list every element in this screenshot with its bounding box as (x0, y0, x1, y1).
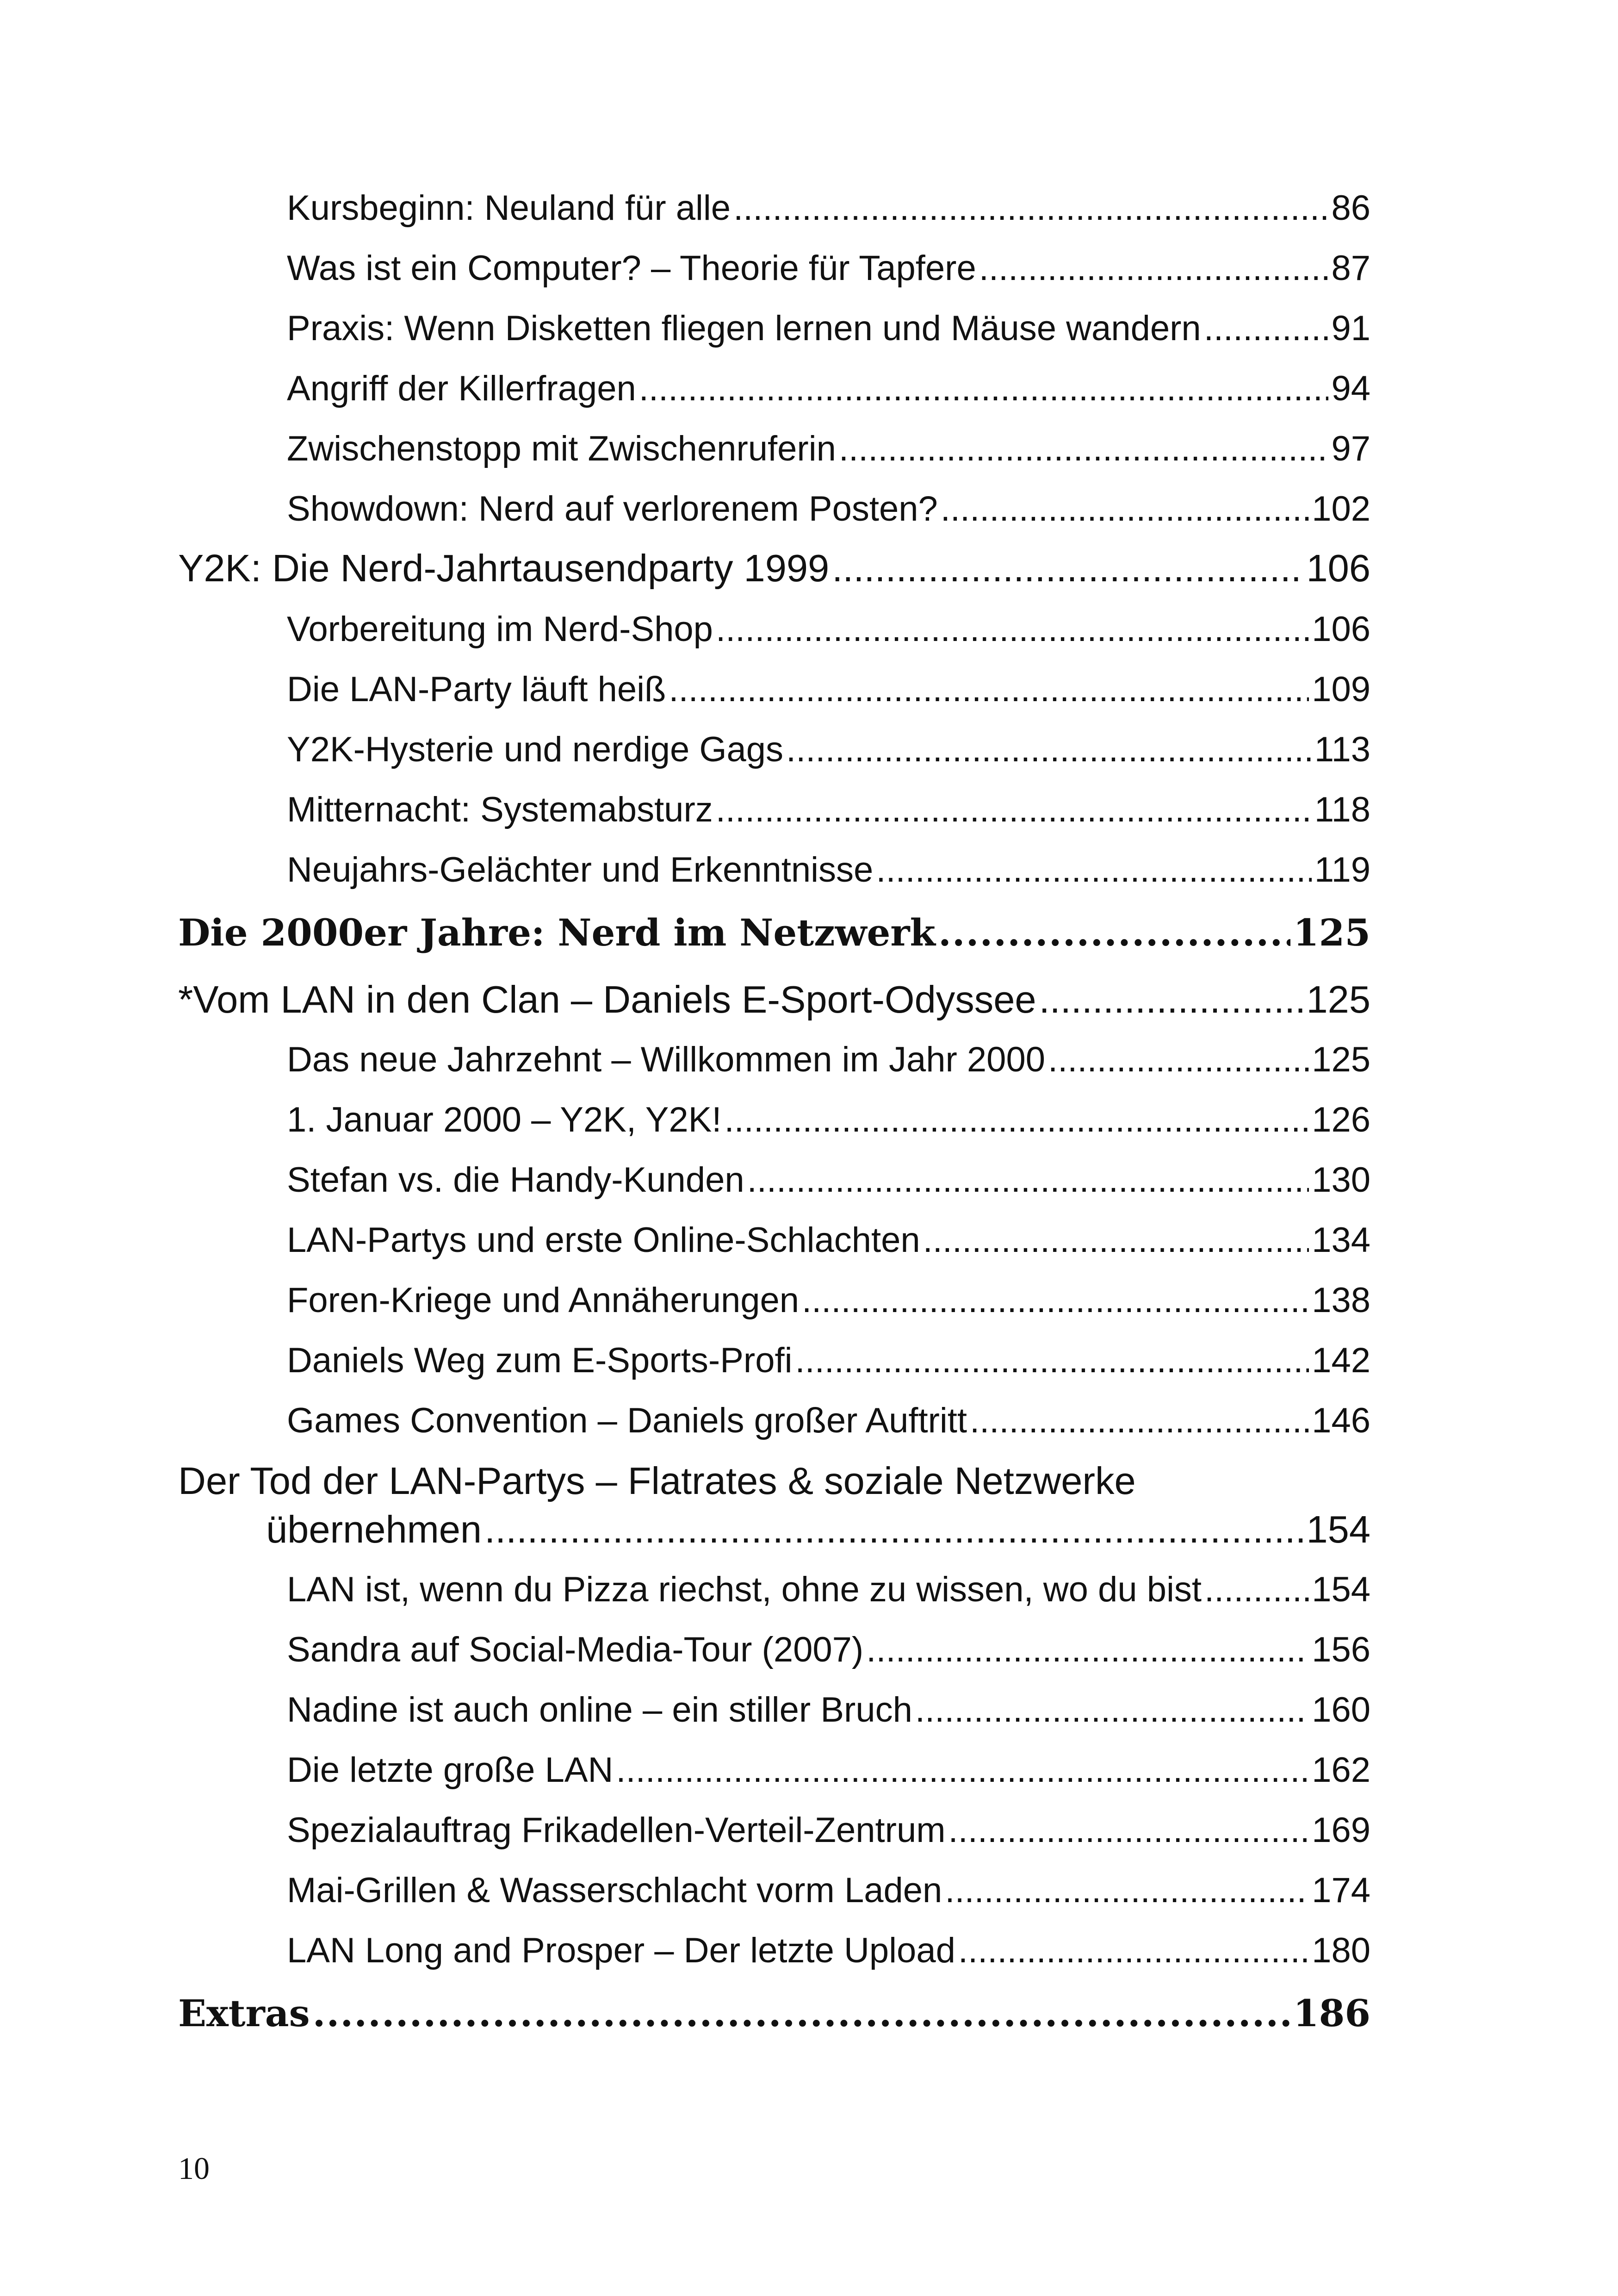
toc-entry (287, 1687, 1370, 1733)
page-number: 10 (178, 2151, 210, 2186)
toc-entry-page: 156 (1312, 1630, 1370, 1669)
dot-leader (915, 1687, 1309, 1733)
toc-entry-page: 86 (1331, 188, 1370, 228)
toc-entry-page: 102 (1312, 489, 1370, 529)
dot-leader (795, 1338, 1309, 1384)
toc-entry-title: Foren-Kriege und Annäherungen (287, 1281, 800, 1320)
toc-entry-title: Was ist ein Computer? – Theorie für Tapfere (287, 249, 976, 288)
dot-leader (786, 727, 1312, 773)
dot-leader (941, 486, 1309, 532)
toc-entry-page: 186 (1293, 1991, 1370, 2035)
toc-entry-page: 109 (1312, 670, 1370, 709)
toc-chapter (178, 905, 1370, 960)
dot-leader (923, 1217, 1309, 1263)
toc-entry (287, 787, 1370, 833)
dot-leader (716, 606, 1309, 653)
toc-entry-page: 118 (1314, 790, 1370, 829)
toc-entry-page: 125 (1293, 911, 1370, 954)
toc-entry (287, 727, 1370, 773)
dot-leader (832, 543, 1303, 594)
toc-entry (287, 1338, 1370, 1384)
dot-leader (970, 1398, 1309, 1444)
dot-leader (616, 1747, 1309, 1793)
toc-entry-page: 87 (1331, 249, 1370, 288)
toc-entry-title: Die letzte große LAN (287, 1750, 614, 1790)
toc-entry-title: Y2K: Die Nerd-Jahrtausendparty 1999 (178, 547, 830, 590)
dot-leader (938, 905, 1290, 960)
toc-section (266, 1504, 1370, 1555)
toc-entry (287, 1398, 1370, 1444)
toc-entry-page: 119 (1314, 850, 1370, 890)
toc-entry-title: Angriff der Killerfragen (287, 369, 636, 408)
toc-entry (287, 1867, 1370, 1914)
dot-leader (979, 245, 1329, 292)
toc-entry (287, 666, 1370, 713)
toc-entry-page: 125 (1306, 978, 1370, 1021)
toc-entry-page: 169 (1312, 1811, 1370, 1850)
dot-leader (1039, 974, 1304, 1025)
toc-entry-title: LAN-Partys und erste Online-Schlachten (287, 1220, 920, 1260)
toc-entry (287, 245, 1370, 292)
dot-leader (733, 185, 1328, 231)
toc-entry (287, 1747, 1370, 1793)
toc-entry-title: Mitternacht: Systemabsturz (287, 790, 713, 829)
toc-entry-page: 180 (1312, 1931, 1370, 1970)
toc-entry-page: 97 (1331, 429, 1370, 468)
toc-entry-title: Praxis: Wenn Disketten fliegen lernen und Mäuse wandern (287, 309, 1201, 348)
toc-entry-title: LAN Long and Prosper – Der letzte Upload (287, 1931, 955, 1970)
toc-entry (287, 185, 1370, 231)
toc-entry-title: übernehmen (266, 1508, 482, 1551)
dot-leader (1204, 1567, 1309, 1613)
toc-entry-title: 1. Januar 2000 – Y2K, Y2K! (287, 1100, 722, 1139)
toc-entry-title: Daniels Weg zum E-Sports-Profi (287, 1341, 793, 1380)
toc-entry (287, 847, 1370, 893)
toc-entry (287, 1037, 1370, 1083)
toc-entry-page: 130 (1312, 1160, 1370, 1200)
dot-leader (839, 426, 1329, 472)
toc-entry-page: 174 (1312, 1871, 1370, 1910)
toc-entry (287, 1928, 1370, 1974)
dot-leader (866, 1627, 1309, 1673)
toc-entry-title: Showdown: Nerd auf verlorenem Posten? (287, 489, 938, 529)
toc-entry-page: 134 (1312, 1220, 1370, 1260)
toc-entry-title: LAN ist, wenn du Pizza riechst, ohne zu wissen, wo du bist (287, 1570, 1202, 1609)
toc-entry-page: 138 (1312, 1281, 1370, 1320)
toc-entry-page: 106 (1306, 547, 1370, 590)
toc-entry-page: 106 (1312, 610, 1370, 649)
toc-entry-title: Stefan vs. die Handy-Kunden (287, 1160, 744, 1200)
toc-entry-page: 126 (1312, 1100, 1370, 1139)
toc-entry-page: 154 (1306, 1508, 1370, 1551)
toc-entry (287, 1097, 1370, 1143)
toc-entry-title: Games Convention – Daniels großer Auftritt (287, 1401, 967, 1440)
toc-entry (287, 1157, 1370, 1203)
toc-entry-title: Y2K-Hysterie und nerdige Gags (287, 730, 784, 769)
toc-entry-page: 113 (1314, 730, 1370, 769)
toc-entry (287, 1217, 1370, 1263)
toc-entry (287, 486, 1370, 532)
dot-leader (724, 1097, 1309, 1143)
toc-entry-title: *Vom LAN in den Clan – Daniels E-Sport-Odyssee (178, 978, 1036, 1021)
toc-entry-title: Extras (178, 1991, 310, 2035)
dot-leader (945, 1867, 1309, 1914)
toc-entry (287, 1567, 1370, 1613)
dot-leader (876, 847, 1312, 893)
toc-entry-title: Vorbereitung im Nerd-Shop (287, 610, 713, 649)
toc-entry-page: 162 (1312, 1750, 1370, 1790)
toc-chapter (178, 1985, 1370, 2041)
dot-leader (484, 1504, 1303, 1555)
toc-entry-title: Die 2000er Jahre: Nerd im Netzwerk (178, 911, 936, 954)
dot-leader (716, 787, 1312, 833)
toc-entry-title: Nadine ist auch online – ein stiller Bruch (287, 1690, 912, 1730)
toc-entry-page: 146 (1312, 1401, 1370, 1440)
toc-section (178, 974, 1370, 1025)
dot-leader (1204, 305, 1329, 352)
toc-entry (287, 366, 1370, 412)
dot-leader (669, 666, 1309, 713)
toc-entry-page: 125 (1312, 1040, 1370, 1079)
toc-entry-title: Mai-Grillen & Wasserschlacht vorm Laden (287, 1871, 942, 1910)
dot-leader (639, 366, 1329, 412)
dot-leader (747, 1157, 1309, 1203)
toc-entry-title: Sandra auf Social-Media-Tour (2007) (287, 1630, 864, 1669)
toc-section (178, 543, 1370, 594)
dot-leader (958, 1928, 1309, 1974)
toc-entry-page: 154 (1312, 1570, 1370, 1609)
toc-entry (287, 426, 1370, 472)
toc-entry-title: Kursbeginn: Neuland für alle (287, 188, 731, 228)
toc-entry-page: 160 (1312, 1690, 1370, 1730)
dot-leader (1048, 1037, 1309, 1083)
toc-entry (287, 1277, 1370, 1324)
toc-entry (287, 606, 1370, 653)
dot-leader (802, 1277, 1309, 1324)
toc-entry-title: Das neue Jahrzehnt – Willkommen im Jahr 2000 (287, 1040, 1045, 1079)
toc-entry-page: 91 (1331, 309, 1370, 348)
toc-entry-title: Spezialauftrag Frikadellen-Verteil-Zentrum (287, 1811, 946, 1850)
toc-entry-page: 94 (1331, 369, 1370, 408)
toc-section-title-line1: Der Tod der LAN-Partys – Flatrates & soziale Netzwerke (178, 1459, 1136, 1502)
toc-entry (287, 1627, 1370, 1673)
toc-entry-title: Die LAN-Party läuft heiß (287, 670, 666, 709)
dot-leader (948, 1807, 1309, 1854)
dot-leader (313, 1985, 1290, 2041)
toc-entry (287, 1807, 1370, 1854)
toc-entry (287, 305, 1370, 352)
toc-entry-title: Zwischenstopp mit Zwischenruferin (287, 429, 836, 468)
toc-entry-page: 142 (1312, 1341, 1370, 1380)
toc-entry-title: Neujahrs-Gelächter und Erkenntnisse (287, 850, 874, 890)
